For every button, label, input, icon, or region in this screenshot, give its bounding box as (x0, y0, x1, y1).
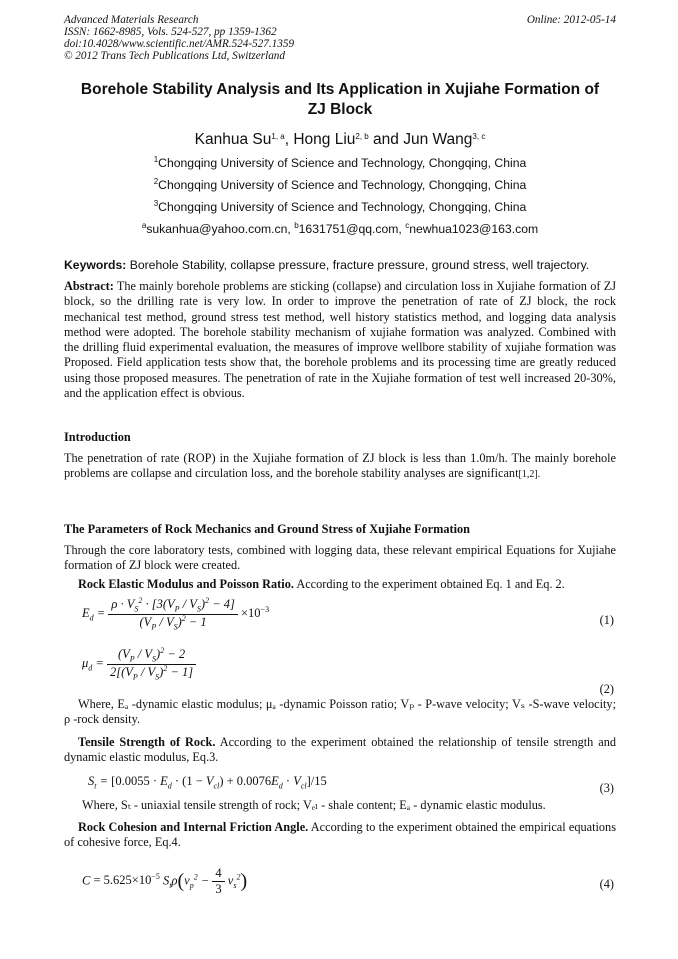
equation-3: $S_t = [0.0055 \cdot E_d \cdot (1 - V_{cl}) + 0.0076E_d \cdot V_{cl}]/15$ (88, 774, 327, 791)
paragraph-label: Rock Cohesion and Internal Friction Angle. (78, 820, 309, 834)
paper-title (64, 80, 616, 120)
email-sup: a (141, 221, 147, 230)
where-variables-1: Where, Eₐ -dynamic elastic modulus; μₐ -dynamic Poisson ratio; Vₚ - P-wave velocity; Vₛ -S-wave velocity; ρ -rock density. (64, 697, 616, 727)
keywords-text: Borehole Stability, collapse pressure, fracture pressure, ground stress, well trajectory. (126, 258, 590, 272)
author-sup: 2, b (355, 132, 369, 141)
online-date: Online: 2012-05-14 (526, 14, 616, 26)
paragraph-tensile-strength (64, 735, 616, 766)
affiliation-sup: 1 (153, 155, 159, 164)
email-sup: b (294, 221, 299, 230)
section2-intro-text: Through the core laboratory tests, combined with logging data, these relevant empirical Equations for Xujiahe formation of ZJ block were created. (64, 543, 616, 573)
email: 1631751@qq.com, (298, 222, 406, 236)
running-header (64, 14, 616, 62)
equation-number-3: (3) (599, 781, 614, 795)
author-name: and Jun Wang (368, 131, 473, 148)
intro-body: The penetration of rate (ROP) in the Xujiahe formation of ZJ block is less than 1.0m/h. The mainly borehole problems are collapse and circulation loss, and the borehole stability analyses are significant (64, 451, 616, 481)
author-name: , Hong Liu (284, 131, 356, 148)
title-line-1: Borehole Stability Analysis and Its Application in Xujiahe Formation of (80, 81, 600, 98)
intro-reference: [1,2]. (518, 469, 541, 481)
abstract (64, 279, 616, 401)
paragraph-elastic-modulus (64, 577, 616, 592)
abstract-label: Abstract: (64, 279, 114, 293)
email: newhua1023@163.com (409, 222, 539, 236)
email-sup: c (405, 221, 410, 230)
equation-number-1: (1) (599, 613, 614, 627)
author-name: Kanhua Su (194, 131, 272, 148)
affiliation-text: Chongqing University of Science and Technology, Chongqing, China (158, 156, 527, 170)
paragraph-text: According to the experiment obtained the empirical equations of cohesive force, Eq.4. (64, 820, 616, 850)
paragraph-label: Tensile Strength of Rock. (78, 735, 216, 749)
keywords (64, 258, 616, 273)
equation-4: $C = 5.625\times 10^{-5}$ $S_t\rho(v_p^2$ − $\frac{4}{3}$ $v_s^2$) (82, 866, 248, 896)
email-line (64, 222, 616, 236)
paragraph-label: Rock Elastic Modulus and Poisson Ratio. (78, 577, 294, 591)
introduction-text (64, 451, 616, 483)
equation-number-2: (2) (599, 682, 614, 696)
doi-line: doi:10.4028/www.scientific.net/AMR.524-527.1359 (64, 38, 295, 50)
affiliation-3 (64, 200, 616, 214)
affiliation-sup: 3 (153, 199, 159, 208)
paragraph-text: According to the experiment obtained the relationship of tensile strength and dynamic elastic modulus, Eq.3. (64, 735, 616, 765)
copyright-line: © 2012 Trans Tech Publications Ltd, Switzerland (64, 50, 285, 62)
title-line-2: ZJ Block (307, 101, 373, 118)
affiliation-sup: 2 (153, 177, 159, 186)
section-heading-rock-mechanics: The Parameters of Rock Mechanics and Ground Stress of Xujiahe Formation (64, 522, 471, 536)
equation-1: $E_d$ = $\frac{\rho \cdot V_S^2 \cdot [3(V_P / V_S)^2 - 4]}{(V_P / V_S)^2 - 1}$ $\times 10^{-3}$ (82, 596, 270, 631)
email: sukanhua@yahoo.com.cn, (146, 222, 295, 236)
affiliation-text: Chongqing University of Science and Technology, Chongqing, China (158, 178, 527, 192)
equation-number-4: (4) (599, 877, 614, 891)
paragraph-cohesion (64, 820, 616, 851)
author-sup: 1, a (271, 132, 285, 141)
affiliation-2 (64, 178, 616, 192)
journal-name: Advanced Materials Research (64, 14, 199, 26)
equation-2: $\mu_d$ = $\frac{(V_P / V_S)^2 - 2}{2[(V_P / V_S)^2 - 1]}$ (82, 647, 196, 681)
affiliation-1 (64, 156, 616, 170)
author-list (64, 131, 616, 149)
paragraph-text: According to the experiment obtained Eq. 1 and Eq. 2. (293, 577, 565, 591)
abstract-text: The mainly borehole problems are sticking (collapse) and circulation loss in Xujiahe formation of ZJ block, so the drilling rate is very low. In order to improve the penetration of rate of ZJ block, the rock mechanical test method, ground stress test method, well history statistics method, and logging data analysis method were adopted. The borehole stability mechanism of xujiahe formation was analyzed. Combined with the drilling fluid experimental evaluation, the measures of improve wellbore stability of xujiahe formation was Proposed. Field application tests show that, the borehole problems and its processing time are greatly reduced using those proposed measures. The penetration of rate in the Xujiahe formation of test well increased 20-30%, and the application effect is obvious. (64, 279, 616, 401)
issn-line: ISSN: 1662-8985, Vols. 524-527, pp 1359-1362 (64, 26, 277, 38)
affiliation-text: Chongqing University of Science and Technology, Chongqing, China (158, 200, 527, 214)
section-heading-introduction: Introduction (64, 430, 131, 444)
author-sup: 3, c (472, 132, 486, 141)
keywords-label: Keywords: (64, 258, 127, 272)
where-variables-2: Where, Sₜ - uniaxial tensile strength of rock; Vₑₗ - shale content; Eₐ - dynamic elastic modulus. (82, 798, 546, 812)
